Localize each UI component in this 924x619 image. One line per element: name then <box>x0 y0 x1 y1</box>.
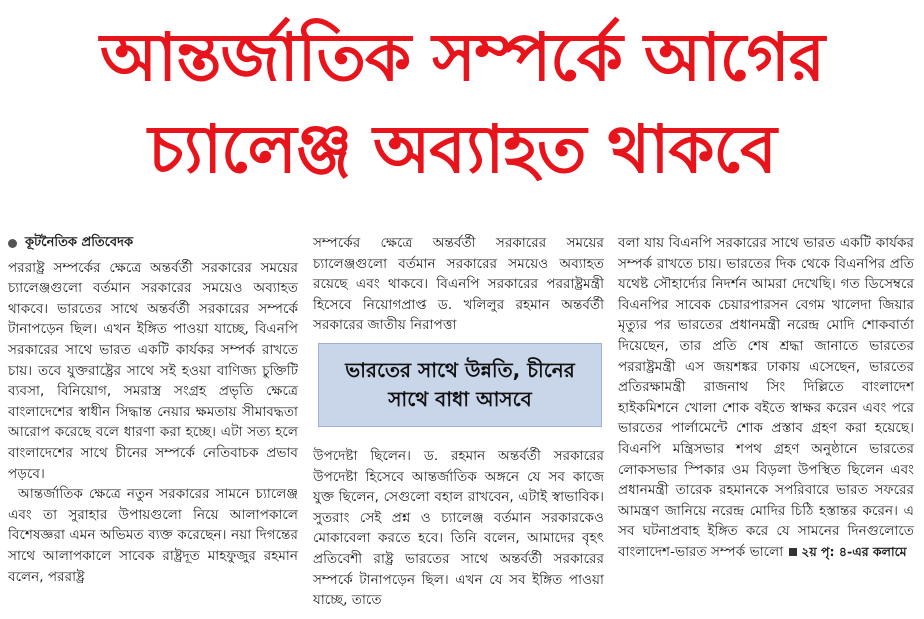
pull-quote-line-2: সাথে বাধা আসবে <box>388 387 532 411</box>
byline-text: কূটনৈতিক প্রতিবেদক <box>25 235 134 250</box>
square-bullet-icon <box>789 548 797 556</box>
headline-line-2: চ্যালেঞ্জ অব্যাহত থাকবে <box>148 111 776 188</box>
pull-quote-line-1: ভারতের সাথে উন্নতি, চীনের <box>345 358 575 382</box>
article-column-2-upper <box>313 233 604 336</box>
bullet-icon <box>8 239 17 248</box>
article-column-2-lower <box>313 446 604 611</box>
column-1-paragraph-1: পররাষ্ট্র সম্পর্কের ক্ষেত্রে অন্তর্বর্তী সরকারের সময়ের চ্যালেঞ্জগুলো বর্তমান সরকারের সময়েও অব্যাহত থাকবে। ভারতের সাথে অন্তর্বর্তী সরকারের সম্পর্কে টানাপড়েন ছিল। এখন ইঙ্গিত পাওয়া যাচ্ছে, বিএনপি সরকারের সাথে ভারত একটি কার্যকর সম্পর্ক রাখতে চায়। তবে যুক্তরাষ্ট্রের সাথে সই হওয়া বাণিজ্য চুক্তিটি ব্যবসা, বিনিয়োগ, সমরাস্ত্র সংগ্রহ প্রভৃতি ক্ষেত্রে বাংলাদেশের স্বাধীন সিদ্ধান্ত নেয়ার ক্ষমতায় সীমাবদ্ধতা আরোপ করেছে বলে ধারণা করা হচ্ছে। এটা সত্য হলে বাংলাদেশের সাথে চীনের সম্পর্কে নেতিবাচক প্রভাব পড়বে। <box>8 259 298 482</box>
pull-quote <box>318 343 602 427</box>
article-column-3 <box>618 233 914 563</box>
column-3-text <box>618 233 914 563</box>
column-2-upper-text: সম্পর্কের ক্ষেত্রে অন্তর্বর্তী সরকারের সময়ের চ্যালেঞ্জগুলো বর্তমান সরকারের সময়েও অব্যাহত রয়েছে এবং থাকবে। বিএনপি সরকারের পররাষ্ট্রমন্ত্রী হিসেবে নিয়োগপ্রাপ্ত ড. খলিলুর রহমান অন্তর্বর্তী সরকারের জাতীয় নিরাপত্তা <box>313 235 604 334</box>
column-2-lower-text: উপদেষ্টা ছিলেন। ড. রহমান অন্তর্বর্তী সরকারের উপদেষ্টা হিসেবে আন্তর্জাতিক অঙ্গনে যে সব কাজে যুক্ত ছিলেন, সেগুলো বহাল রাখবেন, এটাই স্বাভাবিক। সুতরাং সেই প্রশ্ন ও চ্যালেঞ্জ বর্তমান সরকারকেও মোকাবেলা করতে হবে। তিনি বলেন, আমাদের বৃহৎ প্রতিবেশী রাষ্ট্র ভারতের সাথে অন্তর্বর্তী সরকারের সম্পর্কে টানাপড়েন ছিল। এখন যে সব ইঙ্গিত পাওয়া যাচ্ছে, তাতে <box>313 448 604 609</box>
headline <box>0 12 924 196</box>
headline-line-1: আন্তর্জাতিক সম্পর্কে আগের <box>99 19 825 96</box>
column-3-body: বলা যায় বিএনপি সরকারের সাথে ভারত একটি কার্যকর সম্পর্ক রাখতে চায়। ভারতের দিক থেকে বিএনপির প্রতি যথেষ্ট সৌহার্দ্যের নিদর্শন আমরা দেখেছি। গত ডিসেম্বরে বিএনপির সাবেক চেয়ারপারসন বেগম খালেদা জিয়ার মৃত্যুর পর ভারতের প্রধানমন্ত্রী নরেন্দ্র মোদি শোকবার্তা দিয়েছেন, তার প্রতি শেষ শ্রদ্ধা জানাতে ভারতের পররাষ্ট্রমন্ত্রী এস জয়শঙ্কর ঢাকায় এসেছেন, ভারতের প্রতিরক্ষামন্ত্রী রাজনাথ সিং দিল্লিতে বাংলাদেশ হাইকমিশনে খোলা শোক বইতে স্বাক্ষর করেন এবং পরে ভারতের পার্লামেন্টে শোক প্রস্তাব গ্রহণ করা হয়েছে। বিএনপি মন্ত্রিসভার শপথ গ্রহণ অনুষ্ঠানে ভারতের লোকসভার স্পিকার ওম বিড়লা উপস্থিত ছিলেন এবং প্রধানমন্ত্রী তারেক রহমানকে সপরিবারে ভারত সফরের আমন্ত্রণ জানিয়ে নরেন্দ্র মোদির চিঠি হস্তান্তর করেন। এ সব ঘটনাপ্রবাহ ইঙ্গিত করে যে সামনের দিনগুলোতে বাংলাদেশ-ভারত সম্পর্ক ভালো <box>618 235 914 560</box>
article-column-1 <box>8 233 298 587</box>
continuation-text: ২য় পৃ: ৪-এর কলামে <box>801 543 907 559</box>
continuation-note <box>783 544 906 559</box>
byline <box>8 233 298 254</box>
column-1-paragraph-2: আন্তর্জাতিক ক্ষেত্রে নতুন সরকারের সামনে চ্যালেঞ্জ এবং তা সুরাহার উপায়গুলো নিয়ে আলাপকালে বিশেষজ্ঞরা এমন অভিমত ব্যক্ত করেছেন। নয়া দিগন্তের সাথে আলাপকালে সাবেক রাষ্ট্রদূত মাহফুজুর রহমান বলেন, পররাষ্ট্র <box>8 486 298 585</box>
